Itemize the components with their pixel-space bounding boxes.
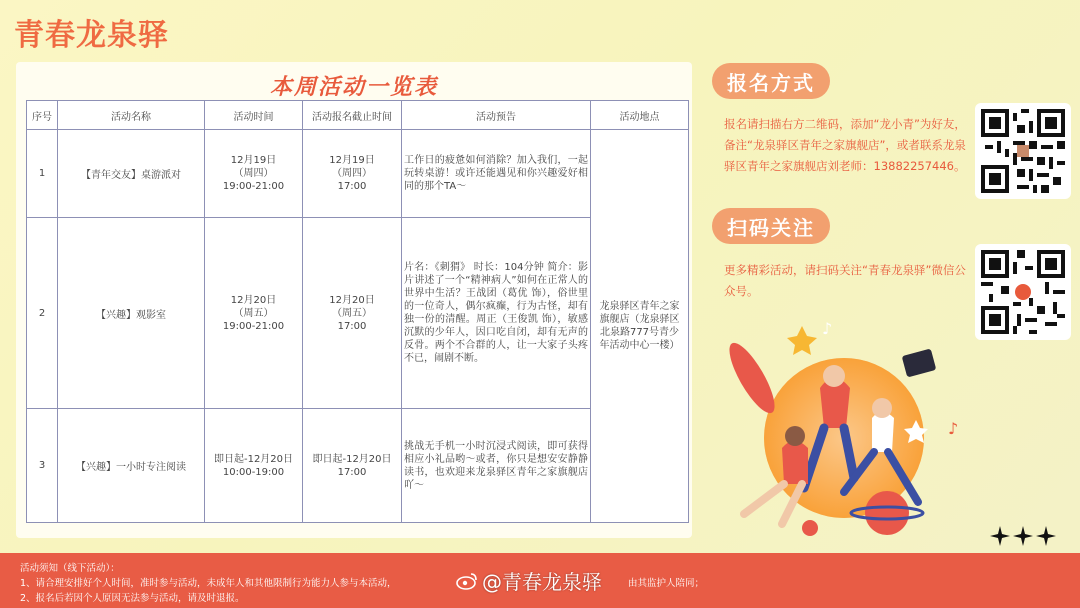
- qr-code-icon[interactable]: [975, 244, 1071, 340]
- deadline-weekday: （周五）: [332, 307, 372, 319]
- panel-title: 本周活动一览表: [269, 75, 438, 100]
- brand-logo: 青春龙泉驿: [14, 18, 169, 53]
- deadline-date: 12月19日: [329, 155, 375, 166]
- follow-title: 扫码关注: [712, 208, 830, 244]
- stars-icon: [990, 524, 1056, 548]
- row-time: [205, 218, 303, 409]
- qr-code-icon[interactable]: [975, 103, 1071, 199]
- header-location: 活动地点: [591, 101, 689, 130]
- header-time: 活动时间: [205, 101, 303, 130]
- weibo-watermark: [456, 566, 602, 595]
- svg-text:♪: ♪: [822, 319, 833, 338]
- qr-code-graphic: [981, 109, 1065, 193]
- row-time: [205, 130, 303, 218]
- time-weekday: （周五）: [233, 307, 274, 319]
- time-range: 10:00-19:00: [222, 466, 285, 478]
- header-desc: 活动预告: [402, 101, 591, 130]
- celebration-illustration: [712, 318, 972, 540]
- row-desc: 工作日的疲惫如何消除？加入我们，一起玩转桌游！或许还能遇见和你兴趣爱好相同的那个TA～: [402, 130, 591, 218]
- row-no: 1: [27, 130, 58, 218]
- deadline-date: 12月20日: [329, 294, 375, 306]
- row-name: 【兴趣】一小时专注阅读: [58, 409, 205, 523]
- row-desc: 片名：《刺猬》 时长：104分钟 简介：影片讲述了一个“精神病人”如何在正常人的世界中生活？王战团（葛优 饰），俗世里的一位奇人，偶尔疯癫，行为古怪，却有独一份的清醒。周正（王俊凯 饰），敏感沉默的少年人，因口吃自闭，却有无声的反骨。两个不合群的人，让一大家子头疼不已，闹剧不断。: [402, 218, 591, 409]
- time-range: 19:00-21:00: [222, 181, 285, 192]
- row-no: 2: [27, 218, 58, 409]
- deadline-time: 17:00: [337, 466, 367, 478]
- table-row: [27, 218, 689, 409]
- row-deadline: [303, 409, 402, 523]
- notice-line-1-tail: 由其监护人陪同；: [628, 578, 705, 589]
- row-name: 【兴趣】观影室: [58, 218, 205, 409]
- header-name: 活动名称: [58, 101, 205, 130]
- weibo-icon: [456, 572, 478, 590]
- time-date: 12月19日: [230, 155, 277, 166]
- time-weekday: （周四）: [233, 168, 274, 179]
- notice-line-2: 2、报名后若因个人原因无法参与活动，请及时退报。: [20, 593, 245, 604]
- activity-table: [26, 100, 689, 523]
- deadline-date: 即日起-12月20日: [312, 453, 392, 465]
- row-deadline: [303, 130, 402, 218]
- table-row: [27, 130, 689, 218]
- row-name: 【青年交友】桌游派对: [58, 130, 205, 218]
- row-time: [205, 409, 303, 523]
- watermark-text: @青春龙泉驿: [482, 570, 602, 594]
- deadline-time: 17:00: [337, 320, 367, 332]
- time-date: 12月20日: [230, 294, 277, 306]
- signup-title: 报名方式: [712, 63, 830, 99]
- row-deadline: [303, 218, 402, 409]
- time-range: 19:00-21:00: [222, 320, 285, 332]
- svg-text:♪: ♪: [948, 419, 959, 438]
- activity-panel: [16, 62, 692, 538]
- deadline-time: 17:00: [337, 181, 367, 192]
- row-desc: 挑战无手机一小时沉浸式阅读，即可获得相应小礼品哟～或者，你只是想安安静静读书，也欢迎来龙泉驿区青年之家旗舰店吖～: [402, 409, 591, 523]
- follow-text: 更多精彩活动，请扫码关注“青春龙泉驿”微信公众号。: [724, 263, 966, 298]
- notice-title: 活动须知（线下活动）：: [20, 563, 120, 574]
- header-no: 序号: [27, 101, 58, 130]
- time-date: 即日起-12月20日: [213, 453, 294, 465]
- qr-code-graphic: [981, 250, 1065, 334]
- header-deadline: 活动报名截止时间: [303, 101, 402, 130]
- signup-text: 报名请扫描右方二维码，添加“龙小青”为好友，备注“龙泉驿区青年之家旗舰店”，或者联系龙泉驿区青年之家旗舰店刘老师：13882257446。: [724, 117, 966, 173]
- row-no: 3: [27, 409, 58, 523]
- location-cell: 龙泉驿区青年之家旗舰店（龙泉驿区北泉路777号青少年活动中心一楼）: [591, 130, 689, 523]
- table-header-row: [27, 101, 689, 130]
- table-row: [27, 409, 689, 523]
- notice-line-1: 1、请合理安排好个人时间，准时参与活动，未成年人和其他限制行为能力人参与本活动，: [20, 578, 397, 589]
- deadline-weekday: （周四）: [332, 168, 372, 179]
